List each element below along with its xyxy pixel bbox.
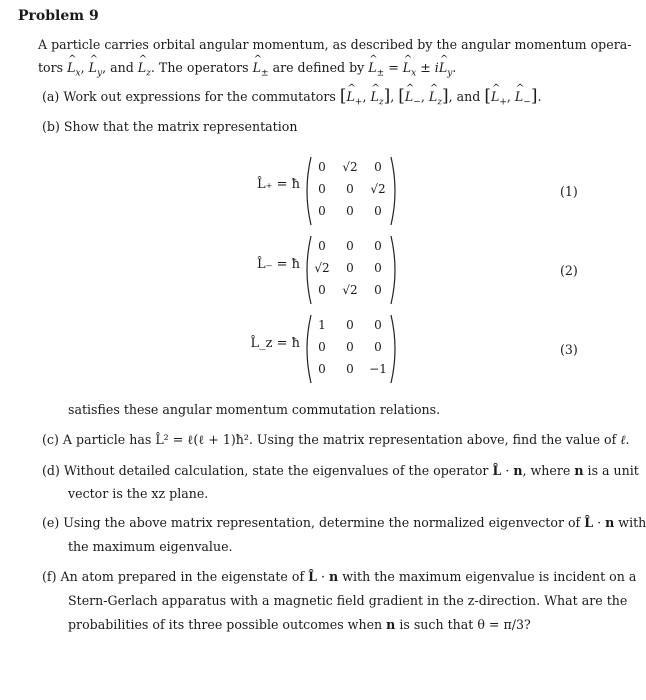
problem-title: Problem 9 bbox=[18, 8, 99, 24]
part-a-label: (a) bbox=[42, 89, 60, 104]
matrix-1-cell: √2 bbox=[342, 160, 358, 174]
matrix-1-cell: √2 bbox=[370, 182, 386, 196]
matrix-3 bbox=[309, 314, 391, 380]
matrix-2-cell: √2 bbox=[314, 261, 330, 275]
part-f-line-2: Stern-Gerlach apparatus with a magnetic field gradient in the z-direction. What are the bbox=[68, 593, 628, 608]
matrix-3-cell: 0 bbox=[374, 340, 382, 354]
matrix-2-cell: 0 bbox=[346, 239, 354, 253]
l-squared-formula: L̂² = ℓ(ℓ + 1)ħ² bbox=[155, 432, 249, 447]
matrix-2-cell: 0 bbox=[346, 261, 354, 275]
matrix-3-cell: 0 bbox=[346, 318, 354, 332]
part-f: (f) An atom prepared in the eigenstate of L̂ · n with the maximum eigenvalue is incident on a bbox=[42, 569, 637, 584]
matrix-3-cell: 0 bbox=[318, 340, 326, 354]
matrix-1-cell: 0 bbox=[374, 160, 382, 174]
matrix-2-cell: √2 bbox=[342, 283, 358, 297]
matrix-2-cell: 0 bbox=[374, 239, 382, 253]
matrix-1-cell: 0 bbox=[346, 204, 354, 218]
part-f-line-3: probabilities of its three possible outcomes when n is such that θ = π/3? bbox=[68, 617, 531, 632]
equation-number-2: (2) bbox=[560, 263, 578, 278]
matrix-1-lhs: L̂₊ = ħ bbox=[256, 177, 300, 192]
matrix-3-cell: 1 bbox=[318, 318, 326, 332]
matrix-3-cell: 0 bbox=[318, 362, 326, 376]
part-e: (e) Using the above matrix representation, determine the normalized eigenvector of L̂ · n with bbox=[42, 515, 646, 530]
part-e-label: (e) bbox=[42, 515, 60, 530]
matrix-2-lhs: L̂₋ = ħ bbox=[256, 257, 300, 272]
equation-number-3: (3) bbox=[560, 342, 578, 357]
part-a-text: Work out expressions for the commutators bbox=[63, 89, 336, 104]
part-f-label: (f) bbox=[42, 569, 57, 584]
part-e-line-2: the maximum eigenvalue. bbox=[68, 539, 233, 554]
matrix-2-cell: 0 bbox=[318, 283, 326, 297]
equation-number-1: (1) bbox=[560, 184, 578, 199]
matrix-1-cell: 0 bbox=[318, 160, 326, 174]
matrix-2 bbox=[309, 235, 391, 301]
matrix-1-cell: 0 bbox=[346, 182, 354, 196]
part-c: (c) A particle has L̂² = ℓ(ℓ + 1)ħ². Using the matrix representation above, find the value of ℓ. bbox=[42, 432, 630, 447]
matrix-3-cell: 0 bbox=[374, 318, 382, 332]
part-d-line-2: vector is the xz plane. bbox=[68, 486, 209, 501]
matrix-1-cell: 0 bbox=[374, 204, 382, 218]
part-d: (d) Without detailed calculation, state the eigenvalues of the operator L̂ · n, where n is a unit bbox=[42, 463, 639, 478]
matrix-2-cell: 0 bbox=[318, 239, 326, 253]
matrix-2-cell: 0 bbox=[374, 261, 382, 275]
matrix-3-cell: 0 bbox=[346, 340, 354, 354]
matrix-1-cell: 0 bbox=[318, 182, 326, 196]
part-b-label: (b) bbox=[42, 119, 60, 134]
matrix-3-lhs: L̂_z = ħ bbox=[250, 336, 300, 351]
matrix-1-right-paren bbox=[389, 155, 401, 227]
intro-line-2: tors ^ $L_x$, ^ $L_y$, and ^ $L_z$. The operators ^ $L_\pm$ are defined by ^ $L_\pm$ = ^ $L_x$ ± i^ $L_y$. bbox=[38, 60, 456, 82]
matrix-2-right-paren bbox=[389, 234, 401, 306]
part-b bbox=[42, 119, 297, 135]
part-b-conclusion: satisfies these angular momentum commutation relations. bbox=[68, 402, 441, 417]
part-c-label: (c) bbox=[42, 432, 59, 447]
intro-line-1: A particle carries orbital angular momentum, as described by the angular momentum opera- bbox=[38, 37, 632, 52]
part-b-text: Show that the matrix representation bbox=[63, 119, 298, 134]
matrix-3-cell: −1 bbox=[369, 362, 387, 376]
matrix-1 bbox=[309, 156, 391, 222]
part-a: (a) Work out expressions for the commutators [^ $L_+$, ^ $L_z$], [^ $L_-$, ^ $L_z$], and [^ $L_+$, ^ $L_-$]. bbox=[42, 88, 541, 111]
matrix-3-cell: 0 bbox=[346, 362, 354, 376]
matrix-1-cell: 0 bbox=[318, 204, 326, 218]
matrix-2-cell: 0 bbox=[374, 283, 382, 297]
matrix-3-right-paren bbox=[389, 313, 401, 385]
part-d-label: (d) bbox=[42, 463, 60, 478]
